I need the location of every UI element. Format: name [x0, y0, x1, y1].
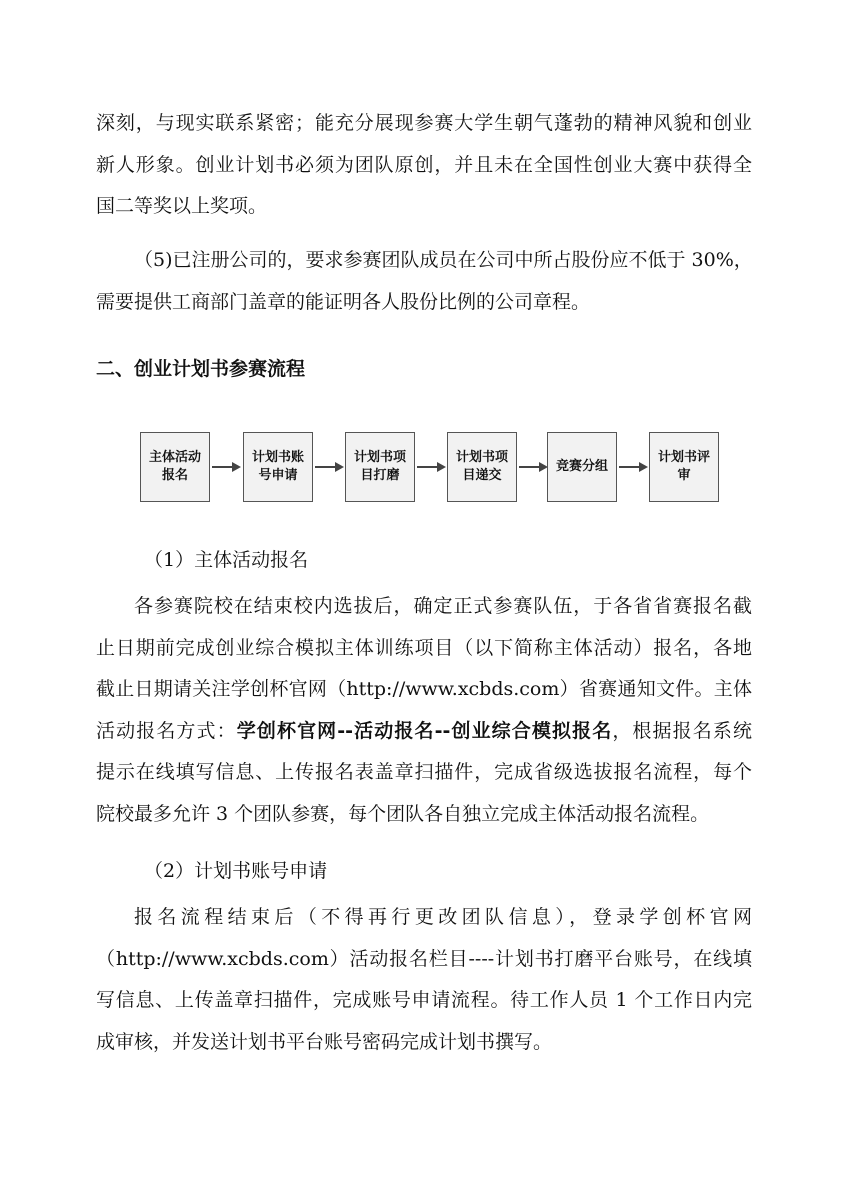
text-line: 国二等奖以上奖项。	[96, 195, 268, 217]
section-heading: 二、创业计划书参赛流程	[96, 358, 306, 380]
arrow-right-icon	[212, 460, 242, 474]
paragraph-requirements	[96, 103, 752, 228]
subheading-account: （2）计划书账号申请	[144, 860, 328, 882]
flow-step-submit: 计划书项目递交	[447, 432, 517, 502]
arrow-right-icon	[417, 460, 447, 474]
process-flowchart	[140, 432, 720, 504]
flow-step-polish: 计划书项目打磨	[345, 432, 415, 502]
arrow-right-icon	[315, 460, 345, 474]
text-line: 写信息、上传盖章扫描件，完成账号申请流程。待工作人员 1 个工作日内完	[96, 989, 752, 1011]
text-line: （5)已注册公司的，要求参赛团队成员在公司中所占股份应不低于 30%，	[134, 249, 753, 271]
arrow-right-icon	[519, 460, 549, 474]
text-line: 深刻，与现实联系紧密；能充分展现参赛大学生朝气蓬勃的精神风貌和创业	[96, 112, 752, 134]
flow-step-grouping: 竞赛分组	[547, 432, 617, 502]
text-fragment: ，根据报名系统	[612, 719, 752, 742]
flow-step-account: 计划书账号申请	[243, 432, 313, 502]
subheading-registration: （1）主体活动报名	[144, 549, 309, 571]
text-line: 止日期前完成创业综合模拟主体训练项目（以下简称主体活动）报名，各地	[96, 636, 752, 659]
text-line: 成审核，并发送计划书平台账号密码完成计划书撰写。	[96, 1030, 553, 1053]
paragraph-registration	[96, 586, 752, 835]
text-fragment: 活动报名方式：	[96, 719, 237, 742]
text-line: 新人形象。创业计划书必须为团队原创，并且未在全国性创业大赛中获得全	[96, 153, 752, 176]
paragraph-shareholding	[96, 240, 752, 323]
paragraph-account	[96, 897, 752, 1063]
arrow-right-icon	[619, 460, 649, 474]
flow-step-registration: 主体活动报名	[140, 432, 210, 502]
flow-step-review: 计划书评审	[649, 432, 719, 502]
text-line: （http://www.xcbds.com）活动报名栏目----计划书打磨平台账号，在线填	[96, 947, 752, 970]
registration-path: 学创杯官网--活动报名--创业综合模拟报名	[236, 719, 613, 742]
text-line	[96, 711, 752, 753]
text-line: 报名流程结束后（不得再行更改团队信息），登录学创杯官网	[134, 906, 752, 928]
text-line: 截止日期请关注学创杯官网（http://www.xcbds.com）省赛通知文件。主体	[96, 678, 752, 700]
text-line: 各参赛院校在结束校内选拔后，确定正式参赛队伍，于各省省赛报名截	[134, 595, 752, 617]
text-line: 院校最多允许 3 个团队参赛，每个团队各自独立完成主体活动报名流程。	[96, 802, 710, 825]
text-line: 需要提供工商部门盖章的能证明各人股份比例的公司章程。	[96, 290, 591, 313]
text-line: 提示在线填写信息、上传报名表盖章扫描件，完成省级选拔报名流程，每个	[96, 761, 752, 783]
